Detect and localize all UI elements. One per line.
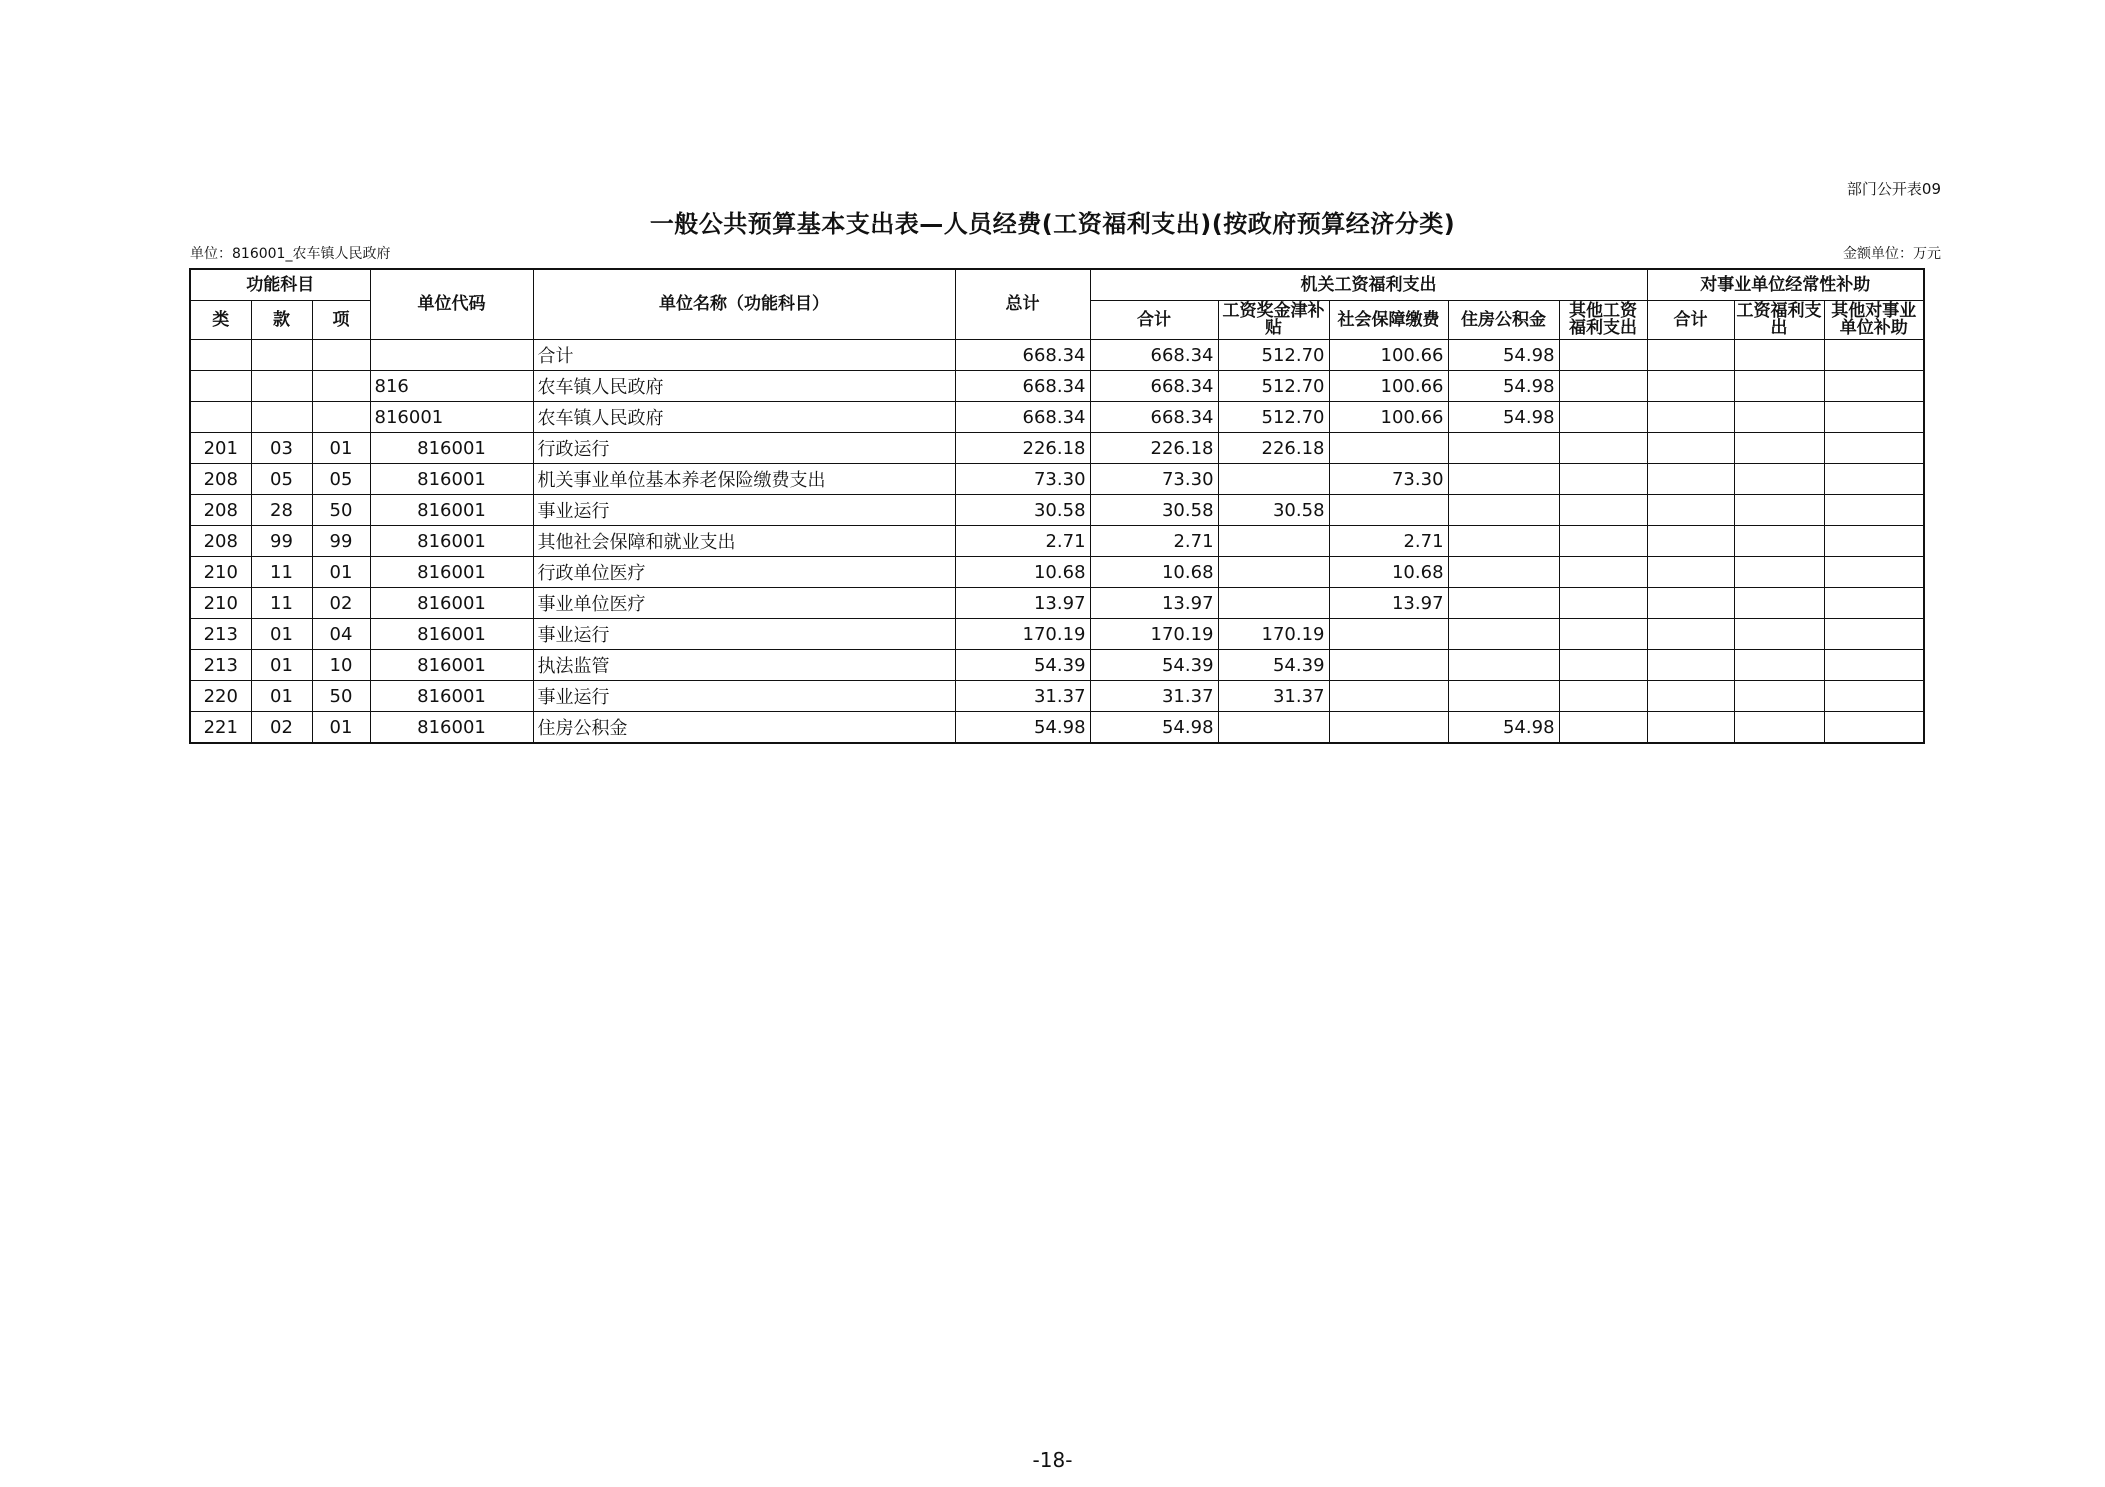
cell-kuan: 11 bbox=[251, 557, 312, 588]
cell-org-subtotal: 31.37 bbox=[1090, 681, 1218, 712]
cell-org-subtotal: 226.18 bbox=[1090, 433, 1218, 464]
cell-xiang bbox=[312, 402, 370, 433]
cell-housing-fund bbox=[1448, 464, 1559, 495]
cell-inst-subtotal bbox=[1647, 557, 1734, 588]
table-row bbox=[190, 495, 1924, 526]
cell-other-welfare bbox=[1559, 495, 1647, 526]
cell-inst-subtotal bbox=[1647, 588, 1734, 619]
cell-unit-code: 816001 bbox=[370, 712, 533, 744]
cell-total: 13.97 bbox=[955, 588, 1090, 619]
cell-unit-name: 事业运行 bbox=[533, 495, 955, 526]
header-wage-bonus: 工资奖金津补贴 bbox=[1218, 301, 1329, 340]
cell-lei: 221 bbox=[190, 712, 251, 744]
cell-wage-bonus: 512.70 bbox=[1218, 340, 1329, 371]
cell-inst-wage bbox=[1734, 402, 1824, 433]
cell-other-welfare bbox=[1559, 402, 1647, 433]
cell-other-welfare bbox=[1559, 650, 1647, 681]
cell-unit-name: 农车镇人民政府 bbox=[533, 371, 955, 402]
cell-org-subtotal: 2.71 bbox=[1090, 526, 1218, 557]
cell-total: 668.34 bbox=[955, 371, 1090, 402]
cell-xiang: 04 bbox=[312, 619, 370, 650]
cell-lei: 208 bbox=[190, 464, 251, 495]
cell-wage-bonus bbox=[1218, 557, 1329, 588]
cell-xiang: 02 bbox=[312, 588, 370, 619]
table-row bbox=[190, 681, 1924, 712]
cell-lei: 208 bbox=[190, 526, 251, 557]
cell-social-security bbox=[1329, 433, 1448, 464]
cell-housing-fund bbox=[1448, 681, 1559, 712]
cell-total: 668.34 bbox=[955, 402, 1090, 433]
cell-inst-wage bbox=[1734, 371, 1824, 402]
cell-unit-name: 行政单位医疗 bbox=[533, 557, 955, 588]
cell-lei: 210 bbox=[190, 588, 251, 619]
cell-inst-other bbox=[1824, 712, 1924, 744]
cell-inst-wage bbox=[1734, 588, 1824, 619]
form-id: 部门公开表09 bbox=[1846, 180, 1941, 198]
cell-unit-name: 事业单位医疗 bbox=[533, 588, 955, 619]
cell-unit-name: 其他社会保障和就业支出 bbox=[533, 526, 955, 557]
page-number: -18- bbox=[1032, 1448, 1073, 1472]
cell-wage-bonus bbox=[1218, 464, 1329, 495]
cell-inst-wage bbox=[1734, 495, 1824, 526]
cell-wage-bonus bbox=[1218, 712, 1329, 744]
cell-social-security: 100.66 bbox=[1329, 371, 1448, 402]
cell-unit-name: 事业运行 bbox=[533, 681, 955, 712]
cell-housing-fund: 54.98 bbox=[1448, 402, 1559, 433]
cell-other-welfare bbox=[1559, 712, 1647, 744]
cell-inst-other bbox=[1824, 402, 1924, 433]
cell-kuan: 01 bbox=[251, 650, 312, 681]
amount-unit-label: 金额单位：万元 bbox=[1843, 246, 1941, 262]
header-inst-subsidy-group: 对事业单位经常性补助 bbox=[1647, 269, 1924, 301]
cell-inst-wage bbox=[1734, 557, 1824, 588]
table-row bbox=[190, 557, 1924, 588]
header-total: 总计 bbox=[955, 269, 1090, 340]
cell-wage-bonus: 170.19 bbox=[1218, 619, 1329, 650]
cell-kuan bbox=[251, 371, 312, 402]
cell-social-security: 100.66 bbox=[1329, 340, 1448, 371]
cell-inst-subtotal bbox=[1647, 681, 1734, 712]
cell-housing-fund: 54.98 bbox=[1448, 371, 1559, 402]
header-other-welfare: 其他工资福利支出 bbox=[1559, 301, 1647, 340]
cell-kuan: 11 bbox=[251, 588, 312, 619]
cell-xiang bbox=[312, 371, 370, 402]
cell-lei: 220 bbox=[190, 681, 251, 712]
cell-unit-code: 816001 bbox=[370, 433, 533, 464]
table-body bbox=[190, 340, 1924, 744]
cell-unit-code: 816 bbox=[370, 371, 533, 402]
cell-social-security: 2.71 bbox=[1329, 526, 1448, 557]
cell-wage-bonus: 512.70 bbox=[1218, 402, 1329, 433]
table-row bbox=[190, 526, 1924, 557]
cell-social-security bbox=[1329, 681, 1448, 712]
cell-social-security bbox=[1329, 619, 1448, 650]
unit-label: 单位：816001_农车镇人民政府 bbox=[190, 246, 391, 262]
cell-inst-subtotal bbox=[1647, 619, 1734, 650]
cell-inst-wage bbox=[1734, 526, 1824, 557]
cell-lei: 201 bbox=[190, 433, 251, 464]
cell-org-subtotal: 668.34 bbox=[1090, 402, 1218, 433]
cell-unit-code bbox=[370, 340, 533, 371]
cell-inst-wage bbox=[1734, 340, 1824, 371]
cell-unit-name: 合计 bbox=[533, 340, 955, 371]
cell-wage-bonus bbox=[1218, 526, 1329, 557]
cell-unit-code: 816001 bbox=[370, 681, 533, 712]
cell-inst-subtotal bbox=[1647, 340, 1734, 371]
cell-kuan: 99 bbox=[251, 526, 312, 557]
cell-inst-wage bbox=[1734, 619, 1824, 650]
cell-other-welfare bbox=[1559, 619, 1647, 650]
cell-org-subtotal: 30.58 bbox=[1090, 495, 1218, 526]
cell-inst-subtotal bbox=[1647, 526, 1734, 557]
cell-xiang: 50 bbox=[312, 681, 370, 712]
cell-inst-other bbox=[1824, 464, 1924, 495]
cell-total: 226.18 bbox=[955, 433, 1090, 464]
cell-inst-subtotal bbox=[1647, 371, 1734, 402]
header-inst-other: 其他对事业单位补助 bbox=[1824, 301, 1924, 340]
cell-other-welfare bbox=[1559, 433, 1647, 464]
cell-kuan: 03 bbox=[251, 433, 312, 464]
cell-social-security: 13.97 bbox=[1329, 588, 1448, 619]
cell-unit-name: 行政运行 bbox=[533, 433, 955, 464]
cell-inst-other bbox=[1824, 433, 1924, 464]
cell-social-security: 100.66 bbox=[1329, 402, 1448, 433]
cell-other-welfare bbox=[1559, 557, 1647, 588]
table-row bbox=[190, 650, 1924, 681]
cell-unit-code: 816001 bbox=[370, 402, 533, 433]
header-xiang: 项 bbox=[312, 301, 370, 340]
cell-org-subtotal: 10.68 bbox=[1090, 557, 1218, 588]
cell-social-security bbox=[1329, 712, 1448, 744]
cell-inst-subtotal bbox=[1647, 650, 1734, 681]
cell-housing-fund bbox=[1448, 588, 1559, 619]
cell-xiang: 10 bbox=[312, 650, 370, 681]
cell-other-welfare bbox=[1559, 371, 1647, 402]
header-inst-wage: 工资福利支出 bbox=[1734, 301, 1824, 340]
cell-wage-bonus: 512.70 bbox=[1218, 371, 1329, 402]
cell-kuan: 01 bbox=[251, 681, 312, 712]
cell-xiang: 05 bbox=[312, 464, 370, 495]
cell-inst-other bbox=[1824, 588, 1924, 619]
cell-total: 73.30 bbox=[955, 464, 1090, 495]
cell-unit-code: 816001 bbox=[370, 650, 533, 681]
cell-org-subtotal: 54.98 bbox=[1090, 712, 1218, 744]
cell-kuan: 02 bbox=[251, 712, 312, 744]
budget-table bbox=[189, 268, 1925, 744]
cell-lei: 208 bbox=[190, 495, 251, 526]
page-title: 一般公共预算基本支出表—人员经费(工资福利支出)(按政府预算经济分类) bbox=[649, 210, 1456, 238]
cell-housing-fund: 54.98 bbox=[1448, 712, 1559, 744]
cell-inst-other bbox=[1824, 650, 1924, 681]
cell-unit-code: 816001 bbox=[370, 619, 533, 650]
cell-wage-bonus: 31.37 bbox=[1218, 681, 1329, 712]
cell-lei bbox=[190, 371, 251, 402]
header-func-subject: 功能科目 bbox=[190, 269, 370, 301]
header-row-1 bbox=[190, 269, 1924, 301]
cell-total: 2.71 bbox=[955, 526, 1090, 557]
cell-total: 10.68 bbox=[955, 557, 1090, 588]
cell-inst-other bbox=[1824, 557, 1924, 588]
cell-social-security: 73.30 bbox=[1329, 464, 1448, 495]
cell-org-subtotal: 73.30 bbox=[1090, 464, 1218, 495]
cell-total: 668.34 bbox=[955, 340, 1090, 371]
table-row bbox=[190, 588, 1924, 619]
table-row bbox=[190, 712, 1924, 744]
cell-inst-subtotal bbox=[1647, 464, 1734, 495]
cell-unit-code: 816001 bbox=[370, 464, 533, 495]
cell-unit-name: 执法监管 bbox=[533, 650, 955, 681]
cell-inst-subtotal bbox=[1647, 433, 1734, 464]
header-kuan: 款 bbox=[251, 301, 312, 340]
cell-housing-fund bbox=[1448, 650, 1559, 681]
header-org-subtotal: 合计 bbox=[1090, 301, 1218, 340]
cell-other-welfare bbox=[1559, 464, 1647, 495]
cell-housing-fund bbox=[1448, 619, 1559, 650]
table-row bbox=[190, 433, 1924, 464]
cell-unit-code: 816001 bbox=[370, 495, 533, 526]
cell-lei bbox=[190, 402, 251, 433]
cell-org-subtotal: 13.97 bbox=[1090, 588, 1218, 619]
header-housing-fund: 住房公积金 bbox=[1448, 301, 1559, 340]
cell-inst-other bbox=[1824, 681, 1924, 712]
table-row bbox=[190, 371, 1924, 402]
cell-inst-wage bbox=[1734, 433, 1824, 464]
cell-unit-code: 816001 bbox=[370, 557, 533, 588]
cell-total: 30.58 bbox=[955, 495, 1090, 526]
cell-inst-wage bbox=[1734, 650, 1824, 681]
cell-org-subtotal: 54.39 bbox=[1090, 650, 1218, 681]
cell-org-subtotal: 170.19 bbox=[1090, 619, 1218, 650]
header-lei: 类 bbox=[190, 301, 251, 340]
cell-inst-other bbox=[1824, 495, 1924, 526]
cell-wage-bonus bbox=[1218, 588, 1329, 619]
cell-wage-bonus: 54.39 bbox=[1218, 650, 1329, 681]
cell-kuan: 01 bbox=[251, 619, 312, 650]
cell-kuan bbox=[251, 402, 312, 433]
cell-xiang bbox=[312, 340, 370, 371]
cell-wage-bonus: 30.58 bbox=[1218, 495, 1329, 526]
cell-total: 170.19 bbox=[955, 619, 1090, 650]
header-unit-name: 单位名称（功能科目） bbox=[533, 269, 955, 340]
cell-inst-subtotal bbox=[1647, 402, 1734, 433]
cell-kuan: 05 bbox=[251, 464, 312, 495]
cell-housing-fund bbox=[1448, 526, 1559, 557]
table-row bbox=[190, 619, 1924, 650]
cell-social-security: 10.68 bbox=[1329, 557, 1448, 588]
cell-lei bbox=[190, 340, 251, 371]
cell-social-security bbox=[1329, 495, 1448, 526]
table-header bbox=[190, 269, 1924, 340]
cell-lei: 210 bbox=[190, 557, 251, 588]
cell-xiang: 99 bbox=[312, 526, 370, 557]
header-inst-subtotal: 合计 bbox=[1647, 301, 1734, 340]
cell-xiang: 01 bbox=[312, 557, 370, 588]
cell-housing-fund bbox=[1448, 557, 1559, 588]
cell-lei: 213 bbox=[190, 650, 251, 681]
cell-housing-fund: 54.98 bbox=[1448, 340, 1559, 371]
header-unit-code: 单位代码 bbox=[370, 269, 533, 340]
cell-wage-bonus: 226.18 bbox=[1218, 433, 1329, 464]
cell-social-security bbox=[1329, 650, 1448, 681]
cell-unit-code: 816001 bbox=[370, 588, 533, 619]
cell-xiang: 01 bbox=[312, 712, 370, 744]
cell-xiang: 50 bbox=[312, 495, 370, 526]
cell-lei: 213 bbox=[190, 619, 251, 650]
table-row bbox=[190, 340, 1924, 371]
cell-inst-wage bbox=[1734, 681, 1824, 712]
cell-other-welfare bbox=[1559, 588, 1647, 619]
cell-other-welfare bbox=[1559, 526, 1647, 557]
cell-inst-other bbox=[1824, 371, 1924, 402]
cell-inst-subtotal bbox=[1647, 712, 1734, 744]
cell-housing-fund bbox=[1448, 495, 1559, 526]
cell-unit-name: 农车镇人民政府 bbox=[533, 402, 955, 433]
cell-inst-other bbox=[1824, 526, 1924, 557]
cell-total: 54.98 bbox=[955, 712, 1090, 744]
cell-unit-name: 事业运行 bbox=[533, 619, 955, 650]
cell-kuan: 28 bbox=[251, 495, 312, 526]
cell-other-welfare bbox=[1559, 681, 1647, 712]
cell-unit-name: 机关事业单位基本养老保险缴费支出 bbox=[533, 464, 955, 495]
cell-unit-code: 816001 bbox=[370, 526, 533, 557]
cell-inst-wage bbox=[1734, 712, 1824, 744]
cell-org-subtotal: 668.34 bbox=[1090, 340, 1218, 371]
cell-inst-other bbox=[1824, 619, 1924, 650]
cell-inst-other bbox=[1824, 340, 1924, 371]
cell-kuan bbox=[251, 340, 312, 371]
cell-org-subtotal: 668.34 bbox=[1090, 371, 1218, 402]
table-row bbox=[190, 402, 1924, 433]
cell-inst-wage bbox=[1734, 464, 1824, 495]
cell-housing-fund bbox=[1448, 433, 1559, 464]
cell-inst-subtotal bbox=[1647, 495, 1734, 526]
cell-xiang: 01 bbox=[312, 433, 370, 464]
cell-unit-name: 住房公积金 bbox=[533, 712, 955, 744]
cell-total: 54.39 bbox=[955, 650, 1090, 681]
table-row bbox=[190, 464, 1924, 495]
cell-total: 31.37 bbox=[955, 681, 1090, 712]
header-org-welfare-group: 机关工资福利支出 bbox=[1090, 269, 1647, 301]
header-social-security: 社会保障缴费 bbox=[1329, 301, 1448, 340]
cell-other-welfare bbox=[1559, 340, 1647, 371]
